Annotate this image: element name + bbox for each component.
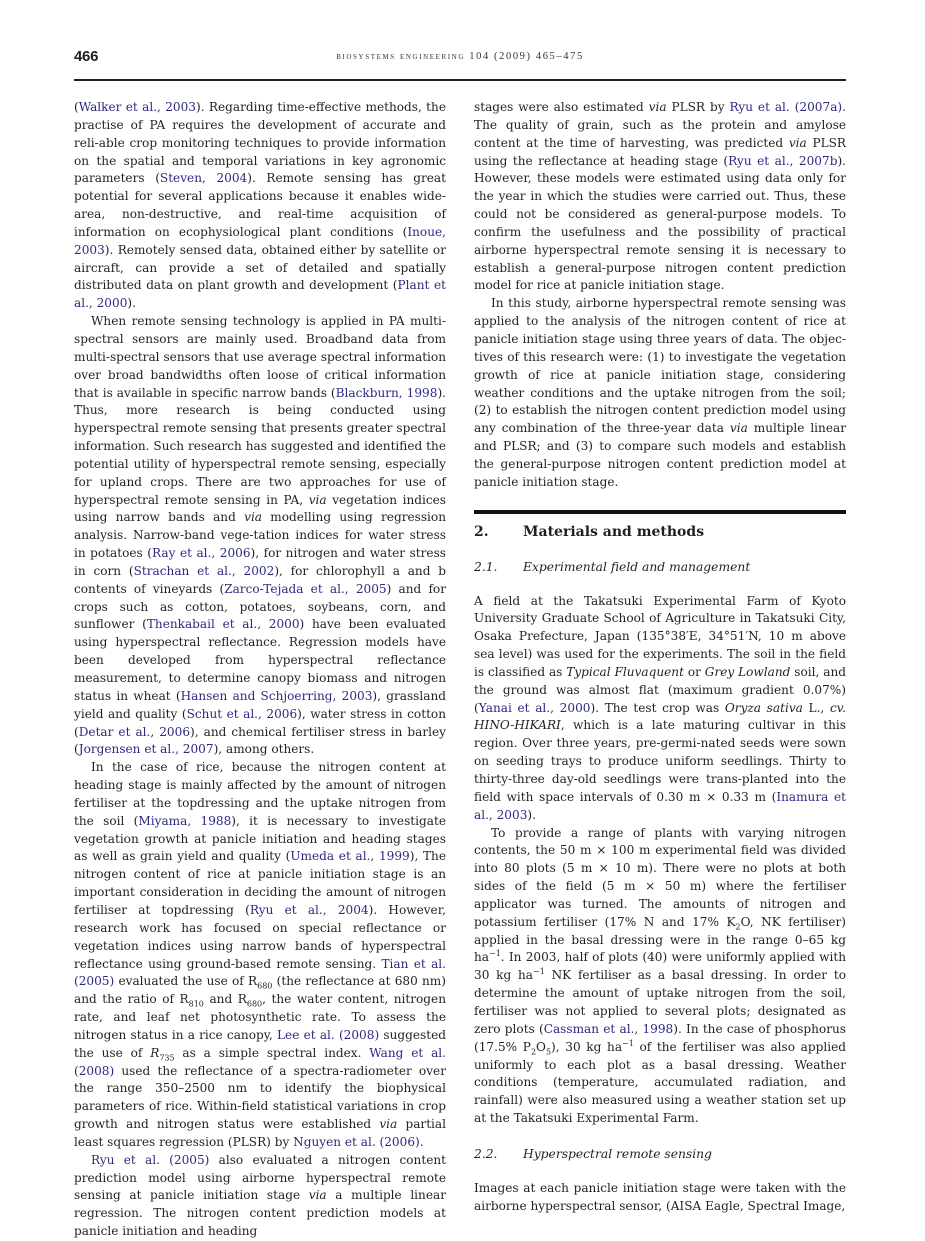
page-header bbox=[74, 48, 846, 68]
citation-link[interactable]: Strachan et al., 2002 bbox=[133, 563, 275, 578]
citation-link[interactable]: Detar et al., 2006 bbox=[78, 724, 191, 739]
paragraph: In the case of rice, because the nitrogen content at heading stage is mainly affected by the amount of nitrogen fertiliser at the topdressing and the uptake nitrogen from the soil (Miyama, 1988), it is necessary to investigate vegetation growth at panicle initiation and heading stages as well as grain yield and quality (Umeda et al., 1999), The nitrogen content of rice at panicle initiation stage is an important consideration in deciding the amount of nitrogen fertiliser at topdressing (Ryu et al., 2004). However, research work has focused on special reflectance or vegetation indices using narrow bands of hyperspectral reflectance using ground-based remote sensing. Tian et al. (2005) evaluated the use of $R_{680}$ (the reflectance at 680 nm) and the ratio of $R_{810}$ and $R_{680}$, the water content, nitrogen rate, and leaf net photosynthetic rate. To assess the nitrogen status in a rice canopy, Lee et al. (2008) suggested the use of $R_{735}$ as a simple spectral index. Wang et al. (2008) used the reflectance of a spectra-radiometer over the range 350–2500 nm to identify the biophysical parameters of rice. Within-field statistical variations in crop growth and nitrogen status were established via partial least squares regression (PLSR) by Nguyen et al. (2006). bbox=[74, 760, 447, 1149]
running-head: biosystems engineering 104 (2009) 465–475 bbox=[336, 51, 584, 62]
citation-link[interactable]: Steven, 2004 bbox=[159, 171, 248, 186]
citation-link[interactable]: Thenkabail et al., 2000 bbox=[146, 617, 300, 632]
citation-link[interactable]: Wang et al. (2008) bbox=[74, 1045, 447, 1078]
section-title: Materials and methods bbox=[523, 523, 705, 540]
citation-link[interactable]: Tian et al. (2005) bbox=[74, 956, 447, 989]
left-column bbox=[74, 99, 446, 1241]
citation-link[interactable]: Nguyen et al. (2006) bbox=[293, 1134, 420, 1149]
citation-link[interactable]: Miyama, 1988 bbox=[138, 813, 232, 828]
subsection-number: 2.2. bbox=[474, 1146, 498, 1161]
citation-link[interactable]: Cassman et al., 1998 bbox=[543, 1021, 674, 1036]
paragraph: stages were also estimated via PLSR by Ryu et al. (2007a). The quality of grain, such as the protein and amylose content at the time of harvesting, was predicted via PLSR using the reflectance at heading stage (Ryu et al., 2007b). However, these models were estimated using data only for the year in which the studies were carried out. Thus, these could not be considered as general-purpose models. To confirm the usefulness and the possibility of practical airborne hyperspectral remote sensing it is necessary to establish a general-purpose nitrogen content prediction model for rice at panicle initiation stage. bbox=[474, 100, 846, 293]
subsection-heading bbox=[474, 1145, 846, 1163]
citation-link[interactable]: Ray et al., 2006 bbox=[152, 546, 251, 561]
citation-link[interactable]: Umeda et al., 1999 bbox=[290, 849, 410, 864]
citation-link[interactable]: Ryu et al. (2007a) bbox=[729, 100, 843, 114]
citation-link[interactable]: Ryu et al. (2005) bbox=[91, 1152, 210, 1167]
citation-link[interactable]: Inamura et al., 2003 bbox=[474, 789, 847, 822]
header-rule bbox=[74, 79, 846, 81]
subsection-heading bbox=[474, 558, 846, 576]
citation-link[interactable]: Hansen and Schjoerring, 2003 bbox=[180, 688, 373, 703]
citation-link[interactable]: Blackburn, 1998 bbox=[335, 385, 438, 400]
citation-link[interactable]: Zarco-Tejada et al., 2005 bbox=[224, 581, 387, 596]
paragraph: When remote sensing technology is applied in PA multi-spectral sensors are mainly used. Broadband data from multi-spectral sensors that use average spectral information over broad bandwidths often loose of critical information that is available in specific narrow bands (Blackburn, 1998). Thus, more research is being conducted using hyperspectral remote sensing that presents greater spectral information. Such research has suggested and identified the potential utility of hyperspectral remote sensing, especially for upland crops. There are two approaches for use of hyperspectral remote sensing in PA, via vegetation indices using narrow bands and via modelling using regression analysis. Narrow-band vege-tation indices for water stress in potatoes (Ray et al., 2006), for nitrogen and water stress in corn (Strachan et al., 2002), for chlorophyll a and b contents of vineyards (Zarco-Tejada et al., 2005) and for crops such as cotton, potatoes, soybeans, corn, and sunflower (Thenkabail et al., 2000) have been evaluated using hyperspectral reflectance. Regression models have been developed from hyperspectral reflectance measurement, to determine canopy biomass and nitrogen status in wheat (Hansen and Schjoerring, 2003), grassland yield and quality (Schut et al., 2006), water stress in cotton (Detar et al., 2006), and chemical fertiliser stress in barley (Jorgensen et al., 2007), among others. bbox=[74, 314, 447, 757]
page-number: 466 bbox=[74, 48, 99, 65]
citation-link[interactable]: Plant et al., 2000 bbox=[74, 278, 446, 311]
paragraph: In this study, airborne hyperspectral remote sensing was applied to the analysis of the nitrogen content of rice at panicle initiation stage using three years of data. The objec-tives of this research were: (1) to investigate the vegetation growth of rice at panicle initiation stage, considering weather conditions and the uptake nitrogen from the soil; (2) to establish the nitrogen content prediction model using any combination of the three-year data via multiple linear and PLSR; and (3) to compare such models and establish the general-purpose nitrogen content prediction model at panicle initiation stage. bbox=[474, 296, 846, 489]
paragraph: A field at the Takatsuki Experimental Farm of Kyoto University Graduate School of Agriculture in Takatsuki City, Osaka Prefecture, Japan (135°38′E, 34°51′N, 10 m above sea level) was used for the experiments. The soil in the field is classified as Typical Fluvaquent or Grey Lowland soil, and the ground was almost flat (maximum gradient 0.07%) (Yanai et al., 2000). The test crop was Oryza sativa L., cv. HINO-HIKARI, which is a late maturing cultivar in this region. Over three years, pre-germi-nated seeds were sown on seeding trays to produce uniform seedlings. Thirty to thirty-three day-old seedlings were trans-planted into the field with space intervals of 0.30 m × 0.33 m (Inamura et al., 2003). bbox=[474, 593, 847, 822]
citation-link[interactable]: Walker et al., 2003 bbox=[78, 100, 196, 114]
citation-link[interactable]: Yanai et al., 2000 bbox=[478, 700, 591, 715]
section-number: 2. bbox=[474, 523, 489, 540]
citation-link[interactable]: Ryu et al., 2007b bbox=[728, 153, 838, 168]
citation-link[interactable]: Ryu et al., 2004 bbox=[249, 902, 369, 917]
citation-link[interactable]: Schut et al., 2006 bbox=[186, 706, 298, 721]
subsection-title: Experimental field and management bbox=[523, 559, 751, 574]
citation-link[interactable]: Inoue, 2003 bbox=[74, 224, 446, 257]
citation-link[interactable]: Jorgensen et al., 2007 bbox=[78, 742, 214, 757]
section-rule bbox=[474, 510, 846, 514]
paragraph: Ryu et al. (2005) also evaluated a nitrogen content prediction model using airborne hyperspectral remote sensing at panicle initiation stage via a multiple linear regression. The nitrogen content prediction models at panicle initiation and heading bbox=[74, 1152, 446, 1239]
subsection-title: Hyperspectral remote sensing bbox=[523, 1146, 712, 1161]
citation-link[interactable]: Lee et al. (2008) bbox=[277, 1027, 380, 1042]
paragraph: Images at each panicle initiation stage were taken with the airborne hyperspectral sensor, (AISA Eagle, Spectral Image, bbox=[474, 1180, 846, 1213]
subsection-number: 2.1. bbox=[474, 559, 498, 574]
right-column bbox=[474, 99, 846, 1216]
paragraph: (Walker et al., 2003). Regarding time-effective methods, the practise of PA requires the development of accurate and reli-able crop monitoring techniques to provide information on the spatial and temporal variations in key agronomic parameters (Steven, 2004). Remote sensing has great potential for several applications because it enables wide-area, non-destructive, and real-time acquisition of information on ecophysiological plant conditions (Inoue, 2003). Remotely sensed data, obtained either by satellite or aircraft, can provide a set of detailed and spatially distributed data on plant growth and development (Plant et al., 2000). bbox=[74, 100, 446, 311]
paragraph: To provide a range of plants with varying nitrogen contents, the 50 m × 100 m experimental field was divided into 80 plots (5 m × 10 m). There were no plots at both sides of the field (5 m × 50 m) where the fertiliser applicator was turned. The amounts of nitrogen and potassium fertiliser (17% N and 17% $K_2O$, NK fertiliser) applied in the basal dressing were in the range 0–65 kg $ha^{-1}$. In 2003, half of plots (40) were uniformly applied with 30 kg $ha^{-1}$ NK fertiliser as a basal dressing. In order to determine the amount of uptake nitrogen from the soil, fertiliser was not applied to several plots; designated as zero plots (Cassman et al., 1998). In the case of phosphorus (17.5% $P_2O_5$), 30 kg $ha^{-1}$ of the fertiliser was also applied uniformly to each plot as a basal dressing. Weather conditions (temperature, accumulated radiation, and rainfall) were also measured using a weather station set up at the Takatsuki Experimental Farm. bbox=[474, 825, 846, 1126]
section-heading bbox=[474, 522, 846, 542]
